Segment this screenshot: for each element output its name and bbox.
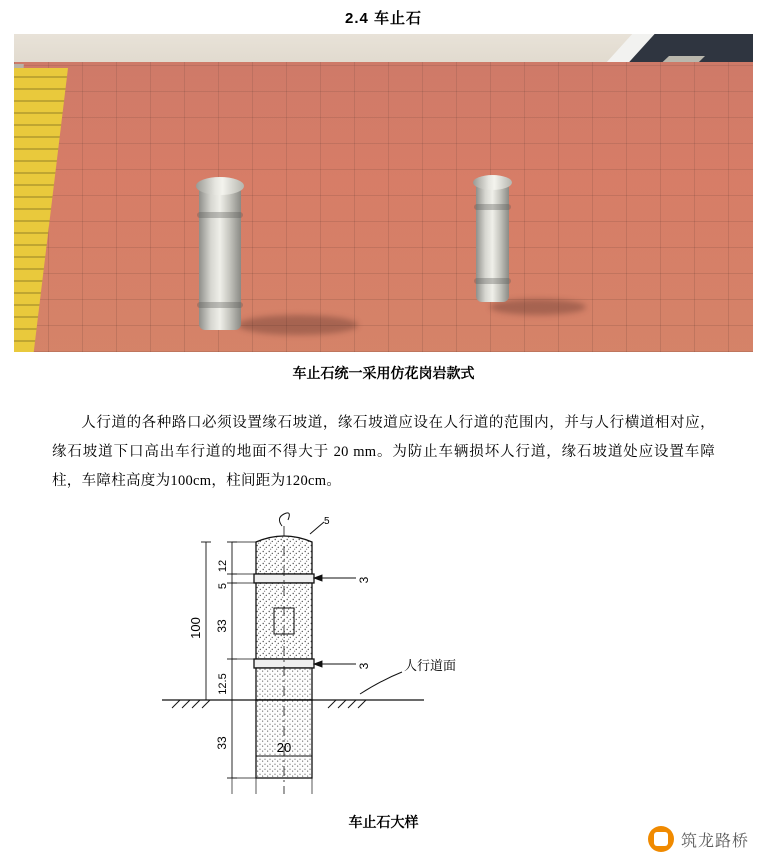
photo-shadow-left: [238, 315, 358, 335]
dim-seg-lower: 12.5: [216, 673, 229, 695]
section-title: 2.4 车止石: [344, 10, 423, 27]
photo-bollard-right: [476, 182, 509, 302]
dim-seg-middle: 33: [214, 619, 229, 633]
drawing-leader-5: 5: [323, 516, 330, 527]
photo-bollard-left-cap: [196, 177, 244, 195]
photo-caption: 车止石统一采用仿花岗岩款式: [292, 365, 475, 381]
photo-bollard-right-ring-top: [474, 204, 511, 210]
dim-total-height: 100: [187, 617, 203, 639]
label-band-top: 3: [356, 576, 371, 584]
body-paragraph: [52, 409, 715, 496]
figure-caption: 车止石大样: [348, 814, 419, 830]
photo-pavement-shading: [14, 62, 753, 352]
dim-seg-top: 5: [216, 582, 229, 590]
footer-brand: [648, 826, 749, 852]
technical-drawing: [0, 508, 767, 808]
label-ground-line: 人行道面: [403, 658, 456, 673]
brand-name: 筑龙路桥: [680, 832, 749, 850]
photo-canvas: [14, 34, 753, 352]
photo-bollard-right-ring-bottom: [474, 278, 511, 284]
label-band-mid: 3: [356, 662, 371, 670]
photo-bollard-left: [199, 186, 241, 330]
dim-seg-top2: 12: [216, 559, 229, 573]
photo-bollard-right-cap: [473, 175, 512, 190]
drawing-svg: [124, 508, 644, 808]
photo-bollards: [14, 34, 753, 352]
body-paragraph-text: 人行道的各种路口必须设置缘石坡道，缘石坡道应设在人行道的范围内，并与人行横道相对应，缘石坡道下口高出车行道的地面不得大于 20 mm。为防止车辆损坏人行道，缘石坡道处应设置车障柱，车障柱高度为100cm，柱间距为120cm。: [52, 415, 715, 489]
dim-width: 20: [276, 740, 291, 755]
photo-bollard-left-ring-bottom: [197, 302, 243, 308]
brand-logo-icon: [648, 826, 674, 852]
dim-seg-below-ground: 33: [214, 736, 229, 750]
photo-bollard-left-ring-top: [197, 212, 243, 218]
